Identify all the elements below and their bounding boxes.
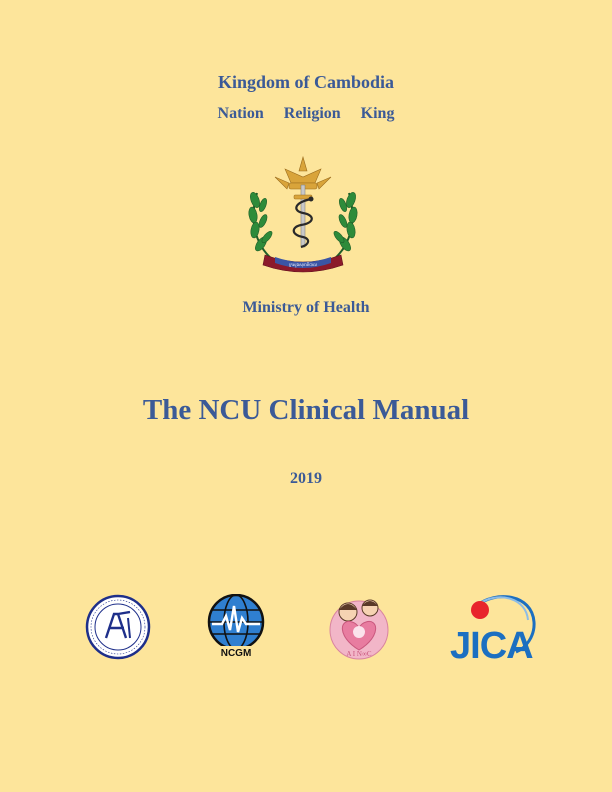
motto-nation: Nation <box>217 105 264 122</box>
jica-logo-icon <box>446 592 538 662</box>
publication-year: 2019 <box>290 470 322 487</box>
ministry-name: Ministry of Health <box>242 299 370 316</box>
svg-text:A I N∞C: A I N∞C <box>346 650 372 658</box>
document-title: The NCU Clinical Manual <box>142 394 470 426</box>
svg-text:ក្រសួងសុខាភិបាល: ក្រសួងសុខាភិបាល <box>289 262 317 267</box>
ministry-emblem-icon <box>245 155 361 277</box>
kingdom-heading: Kingdom of Cambodia <box>217 72 395 92</box>
motto-religion: Religion <box>283 105 341 122</box>
children-heart-logo-icon <box>326 594 392 660</box>
national-motto <box>0 105 612 123</box>
motto-king: King <box>360 105 395 122</box>
ncgm-logo-text: NCGM <box>220 648 252 658</box>
hospital-seal-logo-icon <box>84 594 152 660</box>
jica-logo-text: JICA <box>450 625 533 662</box>
ncgm-logo-icon <box>206 594 266 658</box>
